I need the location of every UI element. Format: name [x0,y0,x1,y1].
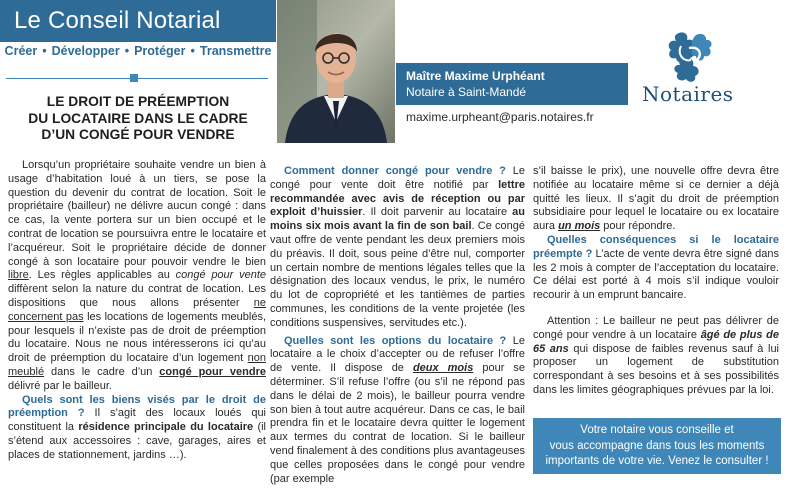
text-run-underlined: non meublé [8,352,266,378]
tagline-separator: • [124,44,130,58]
text-run-bold: lettre recommandée avec avis de réception ou par exploit d’huissier [270,178,525,219]
cta-line: vous accompagne dans tous les moments [549,439,765,452]
text-run: Le congé pour vente doit être notifié par [270,165,525,191]
text-run: les locations de logements meublés, pour lesquels il n’existe pas de droit de préemption du locataire. Nous ne nous intéresserons ici qu’au droit de préemption du locataire d’un logement [8,310,266,365]
text-run: qui dispose de faibles revenus sauf à lui proposer un logement de substitution correspondant à ses besoins et à ses possibilités dans les limites géographiques prévues par la loi. [533,342,780,396]
text-run-bold-underlined: congé pour vendre [159,365,266,378]
question-heading: Quels sont les biens visés par le droit de préemption ? [8,393,266,420]
notary-identity-box [396,63,628,105]
text-run: . Les règles applicables au [28,269,176,282]
question-heading: Quelles sont les options du locataire ? [284,334,507,347]
text-run: s’il baisse le prix), une nouvelle offre devra être notifiée au locataire même si ce dernier a déjà quitté les lieux. Il s’agit du droit de préemption subsidiaire pour lequel le locataire ou ex locataire aura [533,165,779,233]
headline-line: DU LOCATAIRE DANS LE CADRE [28,110,248,126]
tagline-separator: • [190,44,195,58]
question-heading: Quelles conséquences si le locataire préempte ? [533,233,779,260]
tagline-word: Créer [4,44,38,58]
tagline [0,44,276,58]
paragraph [270,335,525,487]
tagline-word: Transmettre [199,44,272,58]
header-title-bar [0,0,276,42]
paragraph [8,394,266,463]
text-run: . Il doit parvenir au locataire [362,206,513,219]
text-run: (il s’étend aux accessoires : cave, garages, aires et places de stationnement, jardins …). [8,421,267,461]
tagline-separator: • [42,44,47,58]
article-column-2 [270,165,525,486]
text-run: L’acte de vente devra être signé dans les 2 mois à compter de l’acceptation du locataire. Ce délai est porté à 4 mois s’il indique vouloir recourir à un emprunt bancaire. [533,247,780,302]
article-headline [10,94,266,144]
text-run: Il s’agit des locaux loués qui constituent la [8,407,266,434]
text-run: pour se déterminer. S’il refuse l’offre (ou s’il ne répond pas dans le délai de 2 mois), le bailleur pourra vendre son bien à tout autre acquéreur. Dans ce cas, le bail prendra fin et le locataire devra quitter le logement aux termes du contrat de location. Si le bailleur vend finalement à des conditions plus avantageuses que celles proposées dans le congé pour vendre (par exemple [270,362,526,485]
divider-square [130,74,138,82]
logo-wordmark: Notaires [642,82,734,106]
text-run: Lorsqu’un propriétaire souhaite vendre un bien à usage d’habitation loué à un tiers, se pose la question du devenir du contrat de location. Soit le propriétaire (bailleur) ne délivre aucun congé : dans ce cas, la vente portera sur un bien occupé et le contrat de location se poursuivra entre le locataire et l’acquéreur. Soit le propriétaire décide de donner congé à son locataire pour pouvoir vendre le bien [8,159,266,268]
headline-line: D’UN CONGÉ POUR VENDRE [41,127,235,142]
notary-portrait-photo [277,0,395,143]
text-run-bold: au moins six mois avant la fin de son bail [270,206,526,233]
article-column-1 [8,159,266,463]
cta-line: importants de votre vie. Venez le consulter ! [545,455,769,467]
text-run: délivré par le bailleur. [8,379,112,392]
notary-location: Notaire à Saint-Mandé [406,85,527,99]
portrait-illustration [277,0,395,143]
headline-line: LE DROIT DE PRÉEMPTION [46,94,230,109]
paragraph [533,234,779,303]
text-run: Attention : Le bailleur ne peut pas délivrer de congé pour vendre à un locataire [533,314,779,341]
notaires-logo [635,28,749,112]
text-run-italic: congé pour vente [175,269,266,282]
notaires-emblem-icon [659,28,725,84]
tagline-word: Protéger [134,44,186,58]
text-run-underlined: libre [8,269,29,282]
tagline-word: Développer [51,44,120,58]
text-run: . Ce congé vaut offre de vente pendant les deux premiers mois du préavis. Il doit, sous peine d’être nul, comporter un certain nombre de mentions légales telles que la désignation des locaux vendus, le prix, le numéro du lot de copropriété et les tantièmes de parties communes, les conditions de la vente projetée (les conditions suspensives, servitudes etc.). [270,220,526,329]
article-column-3 [533,165,779,398]
paragraph [533,165,779,234]
paragraph [8,159,266,394]
text-run-emphasis: un mois [558,220,601,233]
text-run: diffèrent selon la nature du contrat de location. Les dispositions que nous allons présenter [8,283,266,309]
text-run-bold-italic: âgé de plus de 65 ans [533,328,779,355]
notary-name: Maître Maxime Urphéant [406,69,545,83]
text-run: pour répondre. [600,220,676,233]
paragraph [533,315,779,398]
paragraph [270,165,525,331]
text-run: Le locataire a le choix d’accepter ou de refuser l’offre de vente. Il dispose de [270,334,525,375]
notary-email[interactable]: maxime.urpheant@paris.notaires.fr [406,110,594,124]
text-run-underlined: ne concernent pas [8,296,266,323]
text-run: dans le cadre d’un [44,365,160,378]
text-run-bold: résidence principale du locataire [78,421,254,434]
page-title: Le Conseil Notarial [14,7,221,34]
call-to-action-box [533,418,781,474]
cta-line: Votre notaire vous conseille et [580,424,734,436]
question-heading: Comment donner congé pour vendre ? [284,165,506,177]
decorative-divider [6,73,268,83]
text-run-emphasis: deux mois [412,362,474,375]
